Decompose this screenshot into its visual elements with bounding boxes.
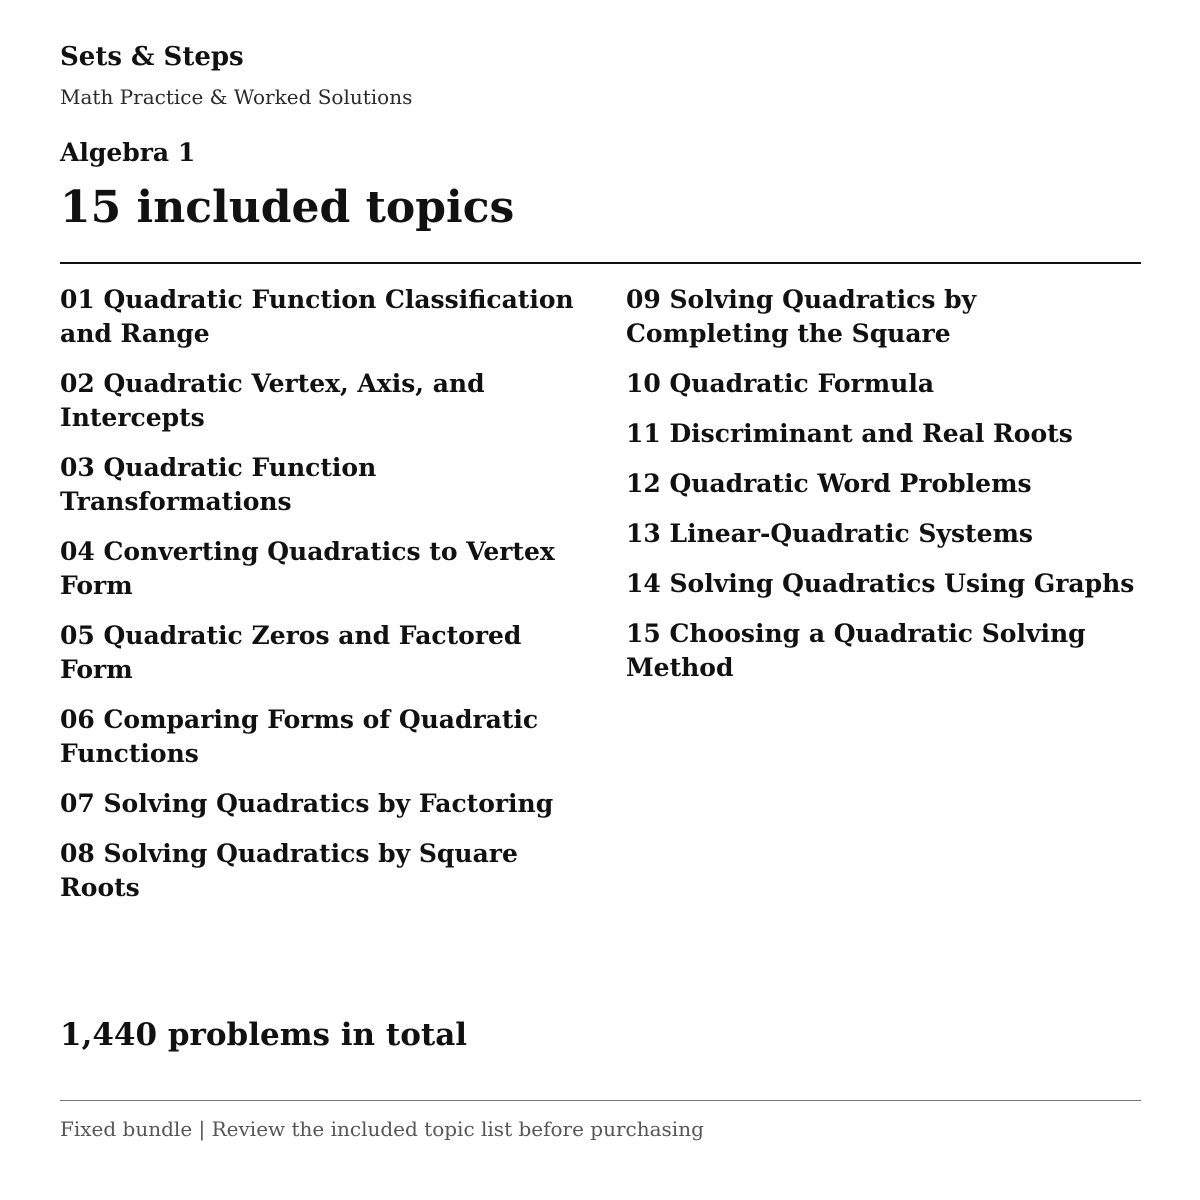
topic-item: 04 Converting Quadratics to Vertex Form bbox=[60, 537, 555, 600]
topic-list-right bbox=[626, 283, 1146, 701]
problem-total: 1,440 problems in total bbox=[60, 1017, 468, 1053]
footer-divider bbox=[60, 1100, 1141, 1101]
brand-name: Sets & Steps bbox=[60, 42, 244, 72]
header-divider bbox=[60, 262, 1141, 264]
topic-item: 12 Quadratic Word Problems bbox=[626, 469, 1032, 498]
page-title: 15 included topics bbox=[60, 182, 515, 233]
topic-item: 05 Quadratic Zeros and Factored Form bbox=[60, 621, 522, 684]
topic-item: 02 Quadratic Vertex, Axis, and Intercepts bbox=[60, 369, 485, 432]
topic-item: 13 Linear-Quadratic Systems bbox=[626, 519, 1034, 548]
topic-item: 10 Quadratic Formula bbox=[626, 369, 935, 398]
topic-list-left bbox=[60, 283, 580, 921]
topic-item: 07 Solving Quadratics by Factoring bbox=[60, 789, 554, 818]
topic-item: 14 Solving Quadratics Using Graphs bbox=[626, 569, 1135, 598]
brand-tagline: Math Practice & Worked Solutions bbox=[60, 85, 413, 109]
topic-item: 15 Choosing a Quadratic Solving Method bbox=[626, 619, 1086, 682]
topic-item: 11 Discriminant and Real Roots bbox=[626, 419, 1073, 448]
topic-item: 01 Quadratic Function Classification and Range bbox=[60, 285, 574, 348]
topic-item: 03 Quadratic Function Transformations bbox=[60, 453, 377, 516]
footer-note: Fixed bundle | Review the included topic list before purchasing bbox=[60, 1117, 704, 1141]
topic-item: 06 Comparing Forms of Quadratic Functions bbox=[60, 705, 539, 768]
topic-item: 08 Solving Quadratics by Square Roots bbox=[60, 839, 518, 902]
course-name: Algebra 1 bbox=[60, 138, 196, 167]
topic-item: 09 Solving Quadratics by Completing the Square bbox=[626, 285, 977, 348]
